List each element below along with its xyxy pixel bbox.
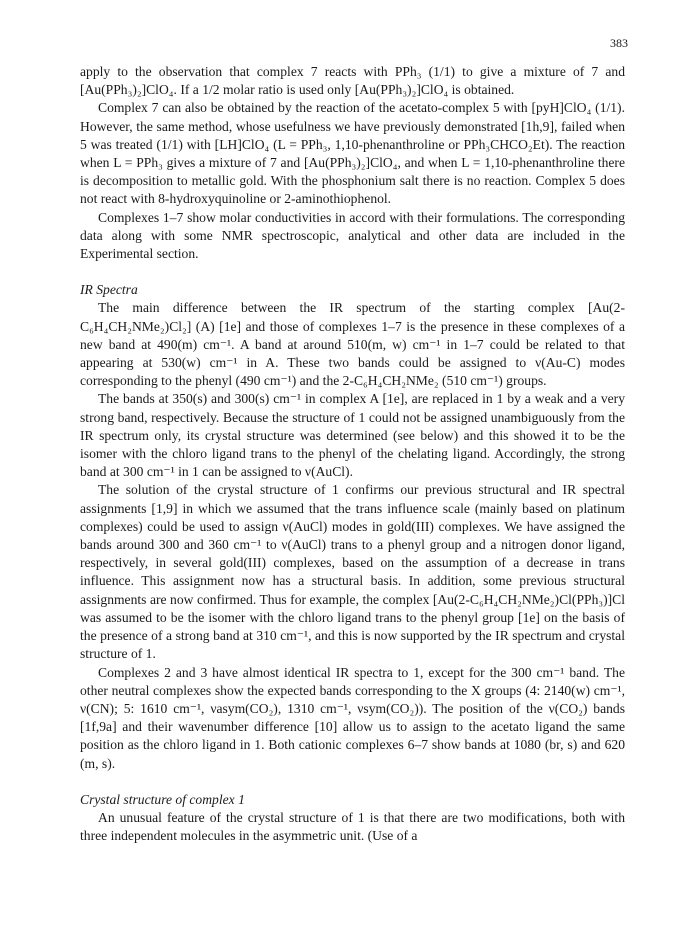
paragraph-ir-bands: The bands at 350(s) and 300(s) cm⁻¹ in complex A [1e], are replaced in 1 by a weak and a very strong band, respectively. Because the structure of 1 could not be assigned unambiguously from the IR spectrum only, its crystal structure was determined (see below) and this showed it to be the isomer with the chloro ligand trans to the phenyl of the chelating ligand. Accordingly, the strong band at 300 cm⁻¹ in 1 can be assigned to ν(AuCl). (80, 391, 625, 480)
paragraph-ir-main-difference: The main difference between the IR spectrum of the starting complex [Au(2-C₆H₄CH₂NMe₂)Cl₂] (A) [1e] and those of complexes 1–7 is the presence in these complexes of a new band at 490(m) cm⁻¹. A band at around 510(m, w) cm⁻¹ in 1–7 could be related to that appearing at 530(w) cm⁻¹ in A. These two bands could be assigned to ν(Au-C) modes corresponding to the phenyl (490 cm⁻¹) and the 2-C₆H₄CH₂NMe₂ (510 cm⁻¹) groups. (80, 300, 625, 389)
section-heading-crystal-structure: Crystal structure of complex 1 (80, 791, 245, 807)
page-number: 383 (610, 36, 628, 50)
spacer (80, 773, 625, 791)
paragraph-crystal-confirmation: The solution of the crystal structure of 1 confirms our previous structural and IR spectral assignments [1,9] in which we assumed that the trans influence scale (mainly based on platinum complexes) could be used to assign ν(AuCl) modes in gold(III) complexes. We have assigned the bands around 300 and 360 cm⁻¹ to ν(AuCl) trans to a phenyl group and a nitrogen donor ligand, respectively, in several gold(III) complexes, based on the assumption of a decrease in trans influence. This assignment now has a structural basis. In addition, some previous structural assignments are now confirmed. Thus for example, the complex [Au(2-C₆H₄CH₂NMe₂)Cl(PPh₃)]Cl was assumed to be the isomer with the chloro ligand trans to the phenyl group [1e] on the basis of the presence of a strong band at 310 cm⁻¹, and this is now supported by the IR spectrum and crystal structure of 1. (80, 482, 625, 662)
section-heading-ir-spectra: IR Spectra (80, 282, 138, 298)
article-body (80, 63, 625, 845)
paragraph-continuation: apply to the observation that complex 7 reacts with PPh₃ (1/1) to give a mixture of 7 and [Au(PPh₃)₂]ClO₄. If a 1/2 molar ratio is used only [Au(PPh₃)₂]ClO₄ is obtained. (80, 64, 625, 98)
paragraph-acetato-complex: Complex 7 can also be obtained by the reaction of the acetato-complex 5 with [pyH]ClO₄ (1/1). However, the same method, whose usefulness we have previously demonstrated [1h,9], failed when 5 was treated (1/1) with [LH]ClO₄ (L = PPh₃, 1,10-phenanthroline or PPh₃CHCO₂Et). The reaction when L = PPh₃ gives a mixture of 7 and [Au(PPh₃)₂]ClO₄, and when L = 1,10-phenanthroline there is decomposition to metallic gold. With the phosphonium salt there is no reaction. Complex 5 does not react with 8-hydroxyquinoline or 2-aminothiophenol. (80, 100, 625, 207)
spacer (80, 263, 625, 281)
paragraph-complexes-2-3: Complexes 2 and 3 have almost identical IR spectra to 1, except for the 300 cm⁻¹ band. The other neutral complexes show the expected bands corresponding to the X groups (4: 2140(w) cm⁻¹, ν(CN); 5: 1610 cm⁻¹, νasym(CO₂), 1310 cm⁻¹, νsym(CO₂)). The position of the ν(CO₂) bands [1f,9a] and their wavenumber difference [10] allow us to assign to the acetato ligand the same position as the chloro ligand in 1. Both cationic complexes 6–7 show bands at 1080 (br, s) and 620 (m, s). (80, 664, 625, 771)
paragraph-crystal-structure: An unusual feature of the crystal structure of 1 is that there are two modifications, both with three independent molecules in the asymmetric unit. (Use of a (80, 809, 625, 844)
paragraph-conductivities: Complexes 1–7 show molar conductivities in accord with their formulations. The corresponding data along with some NMR spectroscopic, analytical and other data are included in the Experimental section. (80, 209, 625, 262)
